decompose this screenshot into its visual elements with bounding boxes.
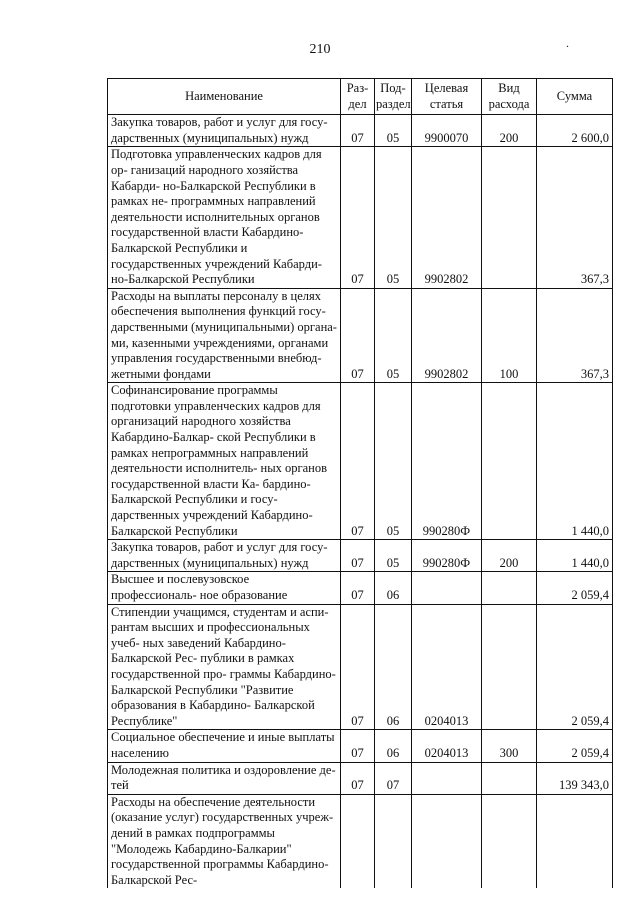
row-sum: 1 440,0 — [537, 383, 613, 540]
row-section: 07 — [341, 383, 375, 540]
table-row — [108, 147, 613, 288]
row-target: 9902802 — [412, 147, 482, 288]
page-mark: . — [566, 36, 569, 50]
row-target: 0204013 — [412, 604, 482, 730]
row-kind — [482, 147, 537, 288]
row-sum: 2 059,4 — [537, 572, 613, 604]
row-target: 990280Ф — [412, 540, 482, 572]
table-row — [108, 288, 613, 383]
row-subsection: 05 — [375, 147, 412, 288]
row-kind: 100 — [482, 288, 537, 383]
row-target: 9902802 — [412, 288, 482, 383]
row-section: 07 — [341, 604, 375, 730]
row-target: 990280Ф — [412, 383, 482, 540]
header-subsection: Под- раздел — [375, 79, 412, 115]
header-target: Целевая статья — [412, 79, 482, 115]
row-kind: 300 — [482, 730, 537, 762]
row-subsection: 06 — [375, 572, 412, 604]
row-name: Подготовка управленческих кадров для ор- ганизаций народного хозяйства Кабарди- но-Балкарской Республики в рамках не- программных направлений деятельности исполнительных органов государственной власти Кабардино-Балкарской Республики и государственных учреждений Кабарди- но-Балкарской Республики — [108, 147, 341, 288]
row-sum: 139 343,0 — [537, 762, 613, 794]
row-section: 07 — [341, 730, 375, 762]
row-subsection: 05 — [375, 540, 412, 572]
table-row — [108, 572, 613, 604]
row-name: Социальное обеспечение и иные выплаты населению — [108, 730, 341, 762]
row-sum: 367,3 — [537, 147, 613, 288]
row-target: 9900070 — [412, 115, 482, 147]
row-name: Расходы на обеспечение деятельности (оказание услуг) государственных учреж- дений в рамках подпрограммы "Молодежь Кабардино-Балкарии" государственной программы Кабардино-Балкарской Рес- — [108, 794, 341, 888]
row-section — [341, 794, 375, 888]
row-section: 07 — [341, 115, 375, 147]
row-subsection: 06 — [375, 730, 412, 762]
row-subsection: 07 — [375, 762, 412, 794]
row-name: Стипендии учащимся, студентам и аспи- рантам высших и профессиональных учеб- ных заведений Кабардино-Балкарской Рес- публики в рамках государственной про- граммы Кабардино-Балкарской Республики "Развитие образования в Кабардино- Балкарской Республике" — [108, 604, 341, 730]
row-target — [412, 794, 482, 888]
row-subsection: 05 — [375, 383, 412, 540]
table-row — [108, 115, 613, 147]
table-row — [108, 730, 613, 762]
row-sum: 1 440,0 — [537, 540, 613, 572]
row-target — [412, 572, 482, 604]
row-name: Молодежная политика и оздоровление де- тей — [108, 762, 341, 794]
table-row — [108, 794, 613, 888]
row-target: 0204013 — [412, 730, 482, 762]
row-section: 07 — [341, 762, 375, 794]
row-subsection — [375, 794, 412, 888]
row-section: 07 — [341, 540, 375, 572]
header-kind: Вид расхода — [482, 79, 537, 115]
row-section: 07 — [341, 288, 375, 383]
row-kind — [482, 604, 537, 730]
row-target — [412, 762, 482, 794]
row-section: 07 — [341, 147, 375, 288]
row-kind: 200 — [482, 540, 537, 572]
header-name: Наименование — [108, 79, 341, 115]
row-kind: 200 — [482, 115, 537, 147]
table-header-row — [108, 79, 613, 115]
row-subsection: 05 — [375, 288, 412, 383]
row-subsection: 05 — [375, 115, 412, 147]
table-row — [108, 762, 613, 794]
row-sum: 2 059,4 — [537, 730, 613, 762]
row-sum: 367,3 — [537, 288, 613, 383]
row-name: Высшее и послевузовское профессиональ- ное образование — [108, 572, 341, 604]
row-subsection: 06 — [375, 604, 412, 730]
row-kind — [482, 794, 537, 888]
header-sum: Сумма — [537, 79, 613, 115]
page-number: 210 — [309, 42, 331, 57]
row-kind — [482, 383, 537, 540]
table-row — [108, 604, 613, 730]
header-section: Раз- дел — [341, 79, 375, 115]
row-name: Расходы на выплаты персоналу в целях обеспечения выполнения функций госу- дарственными (муниципальными) органа- ми, казенными учреждениями, органами управления государственными внебюд- жетными фондами — [108, 288, 341, 383]
row-name: Софинансирование программы подготовки управленческих кадров для организаций народного хозяйства Кабардино-Балкар- ской Республики в рамках непрограммных направлений деятельности исполнитель- ных органов государственной власти Ка- бардино-Балкарской Республики и госу- дарственных учреждений Кабардино- Балкарской Республики — [108, 383, 341, 540]
table-row — [108, 383, 613, 540]
row-sum — [537, 794, 613, 888]
table-row — [108, 540, 613, 572]
row-section: 07 — [341, 572, 375, 604]
row-sum: 2 059,4 — [537, 604, 613, 730]
row-name: Закупка товаров, работ и услуг для госу- дарственных (муниципальных) нужд — [108, 540, 341, 572]
budget-table — [107, 78, 613, 888]
row-kind — [482, 762, 537, 794]
row-kind — [482, 572, 537, 604]
row-name: Закупка товаров, работ и услуг для госу- дарственных (муниципальных) нужд — [108, 115, 341, 147]
row-sum: 2 600,0 — [537, 115, 613, 147]
